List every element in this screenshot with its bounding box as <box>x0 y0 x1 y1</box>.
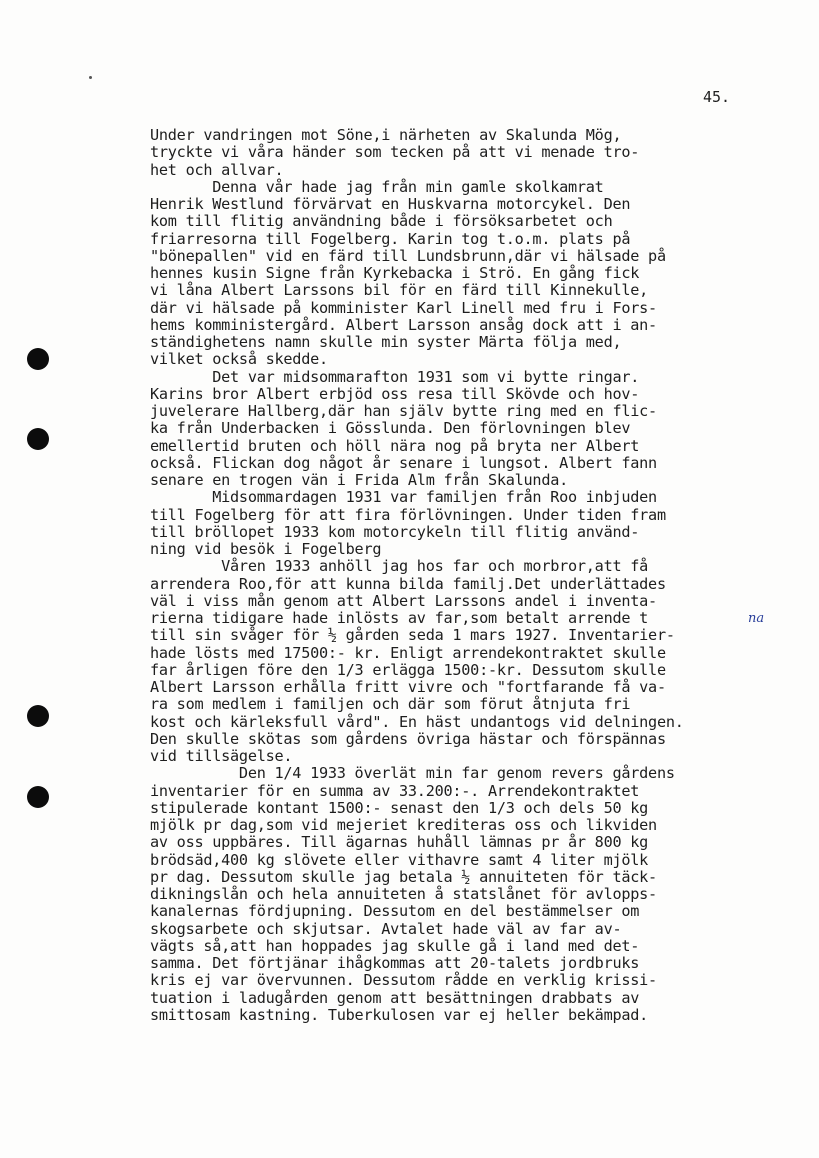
text-line: skogsarbete och skjutsar. Avtalet hade väl av far av- <box>150 919 622 938</box>
text-line: Albert Larsson erhålla fritt vivre och "fortfarande få va- <box>150 678 666 696</box>
text-line: också. Flickan dog något år senare i lungsot. Albert fann <box>150 453 657 472</box>
text-line: ka från Underbacken i Gösslunda. Den förlovningen blev <box>150 419 631 438</box>
text-line: vilket också skedde. <box>150 350 328 369</box>
text-line: dikningslån och hela annuiteten å statslånet för avlopps- <box>150 885 657 903</box>
punch-hole <box>27 348 49 370</box>
text-line: tryckte vi våra händer som tecken på att vi menade tro- <box>150 143 640 162</box>
text-line: ra som medlem i familjen och där som förut åtnjuta fri <box>150 695 631 714</box>
text-line: het och allvar. <box>150 160 284 179</box>
text-line: juvelerare Hallberg,där han själv bytte ring med en flic- <box>150 402 657 420</box>
page-number: 45. <box>703 88 731 106</box>
text-line: stipulerade kontant 1500:- senast den 1/3 och dels 50 kg <box>150 798 649 817</box>
text-line: Den skulle skötas som gårdens övriga hästar och förspännas <box>150 729 666 748</box>
text-line: friarresorna till Fogelberg. Karin tog t.o.m. plats på <box>150 229 631 248</box>
text-line: Våren 1933 anhöll jag hos far och morbror,att få <box>150 557 649 576</box>
punch-hole <box>27 705 49 727</box>
text-line: inventarier för en summa av 33.200:-. Arrendekontraktet <box>150 781 640 800</box>
paper-speck <box>89 76 92 79</box>
text-line: Henrik Westlund förvärvat en Huskvarna motorcykel. Den <box>150 195 631 213</box>
text-line: Denna vår hade jag från min gamle skolkamrat <box>150 177 604 196</box>
text-line: far årligen före den 1/3 erlägga 1500:-kr. Dessutom skulle <box>150 660 666 679</box>
text-line: Det var midsommarafton 1931 som vi bytte ringar. <box>150 367 640 386</box>
text-line: hade lösts med 17500:- kr. Enligt arrendekontraktet skulle <box>150 643 666 662</box>
text-line: vi låna Albert Larssons bil för en färd till Kinnekulle, <box>150 281 649 300</box>
text-line: Karins bror Albert erbjöd oss resa till Skövde och hov- <box>150 384 640 403</box>
text-line: där vi hälsade på komminister Karl Linell med fru i Fors- <box>150 298 657 317</box>
text-line: tuation i ladugården genom att besättningen drabbats av <box>150 988 640 1007</box>
text-line: vägts så,att han hoppades jag skulle gå i land med det- <box>150 936 640 955</box>
text-line: arrendera Roo,för att kunna bilda familj.Det underlättades <box>150 574 666 593</box>
typewritten-body <box>150 127 770 1024</box>
text-line: ständighetens namn skulle min syster Märta följa med, <box>150 333 622 351</box>
text-line: brödsäd,400 kg slövete eller vithavre samt 4 liter mjölk <box>150 850 649 869</box>
text-line: väl i viss mån genom att Albert Larssons andel i inventa- <box>150 591 657 610</box>
text-line: kost och kärleksfull vård". En häst undantogs vid delningen. <box>150 712 684 731</box>
text-line: kris ej var övervunnen. Dessutom rådde en verklig krissi- <box>150 971 657 990</box>
text-line: kom till flitig användning både i försöksarbetet och <box>150 212 613 231</box>
text-line: mjölk pr dag,som vid mejeriet krediteras oss och likviden <box>150 816 657 834</box>
text-line: av oss uppbäres. Till ägarnas huhåll lämnas pr år 800 kg <box>150 833 649 852</box>
text-line: pr dag. Dessutom skulle jag betala ½ annuiteten för täck- <box>150 867 657 886</box>
text-line: hennes kusin Signe från Kyrkebacka i Strö. En gång fick <box>150 264 640 282</box>
text-line: rierna tidigare hade inlösts av far,som betalt arrende t <box>150 609 649 627</box>
text-line: hems komministergård. Albert Larsson ansåg dock att i an- <box>150 315 657 334</box>
text-line: Den 1/4 1933 överlät min far genom revers gårdens <box>150 764 675 783</box>
text-line: samma. Det förtjänar ihågkommas att 20-talets jordbruks <box>150 954 640 972</box>
handwritten-margin-note: na <box>748 611 765 626</box>
text-line: smittosam kastning. Tuberkulosen var ej heller bekämpad. <box>150 1005 649 1024</box>
text-line: emellertid bruten och höll nära nog på bryta ner Albert <box>150 436 640 455</box>
punch-hole <box>27 786 49 808</box>
text-line: ning vid besök i Fogelberg <box>150 540 382 558</box>
text-line: till bröllopet 1933 kom motorcykeln till flitig använd- <box>150 522 640 541</box>
punch-hole <box>27 428 49 450</box>
text-line: Under vandringen mot Söne,i närheten av Skalunda Mög, <box>150 126 622 144</box>
text-line: Midsommardagen 1931 var familjen från Roo inbjuden <box>150 488 657 507</box>
text-line: till Fogelberg för att fira förlövningen. Under tiden fram <box>150 505 666 524</box>
text-line: senare en trogen vän i Frida Alm från Skalunda. <box>150 471 569 489</box>
text-line: till sin svåger för ½ gården seda 1 mars 1927. Inventarier- <box>150 626 675 645</box>
text-line: vid tillsägelse. <box>150 747 293 765</box>
text-line: kanalernas fördjupning. Dessutom en del bestämmelser om <box>150 902 640 921</box>
text-line: "bönepallen" vid en färd till Lundsbrunn,där vi hälsade på <box>150 246 666 265</box>
